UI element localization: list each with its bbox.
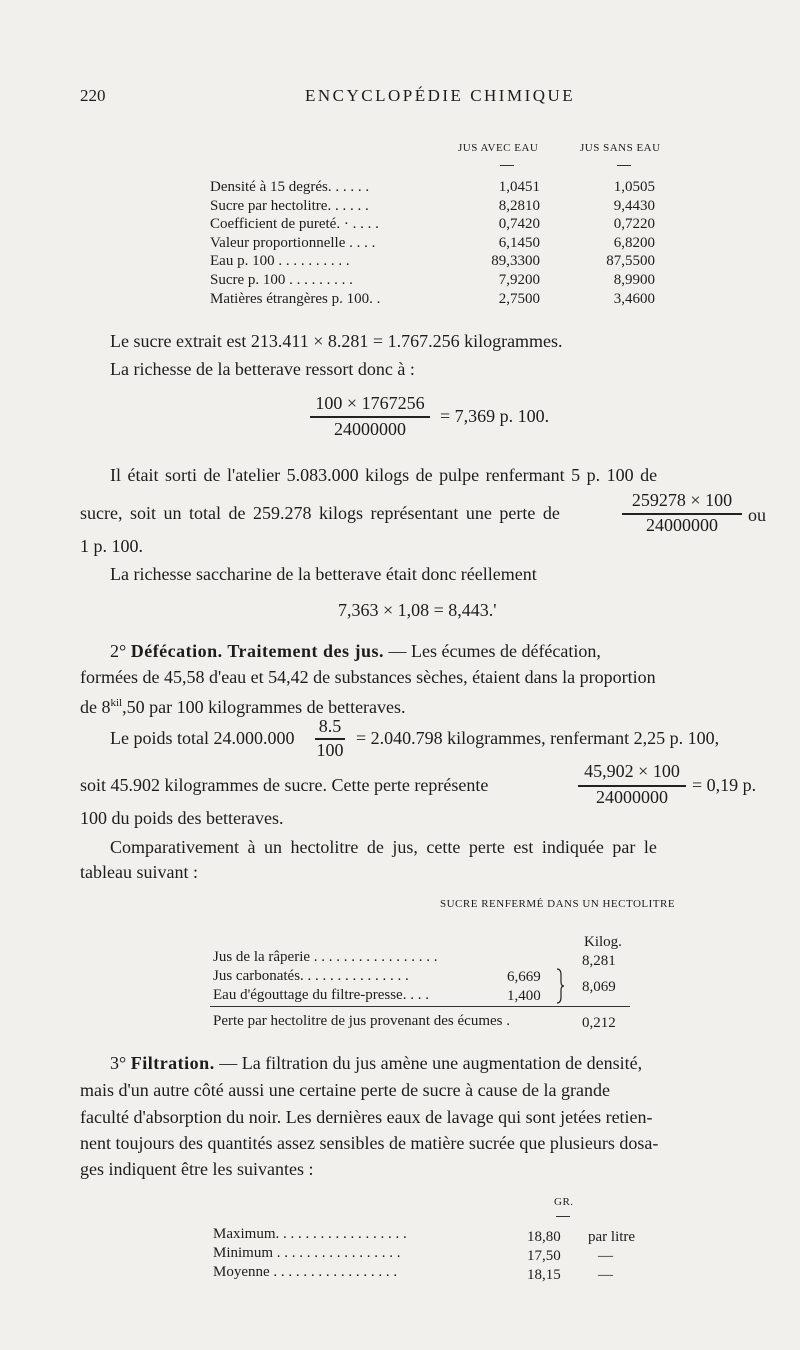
paragraph-loss-represents: soit 45.902 kilogrammes de sucre. Cette perte représente bbox=[80, 775, 489, 795]
table1-cell: 9,4430 bbox=[613, 197, 655, 214]
section3-title: Filtration. bbox=[130, 1053, 215, 1073]
table3-row-label: Maximum. . . . . . . . . . . . . . . . . . bbox=[213, 1226, 407, 1242]
running-title: ENCYCLOPÉDIE CHIMIQUE bbox=[305, 86, 576, 105]
table2-final-label: Perte par hectolitre de jus provenant des écumes . bbox=[213, 1013, 510, 1029]
section3-number: 3° bbox=[110, 1053, 127, 1073]
table3-value: 18,80 bbox=[527, 1229, 561, 1245]
table3-value: 17,50 bbox=[527, 1248, 561, 1264]
paragraph-pulp: Il était sorti de l'atelier 5.083.000 kilogs de pulpe renfermant 5 p. 100 de bbox=[110, 465, 658, 485]
fraction4-denominator: 24000000 bbox=[596, 787, 668, 807]
fraction2-numerator: 259278 × 100 bbox=[631, 490, 733, 510]
fraction1-denominator: 24000000 bbox=[334, 419, 406, 439]
table2-row-label: Eau d'égouttage du filtre-presse. . . . bbox=[213, 987, 429, 1003]
fraction1-numerator: 100 × 1767256 bbox=[315, 393, 425, 413]
section2-title: Défécation. Traitement des jus. bbox=[130, 641, 384, 661]
table2-final-value: 0,212 bbox=[582, 1015, 616, 1031]
table3-suffix: par litre bbox=[588, 1229, 636, 1245]
table1-row-label: Valeur proportionnelle . . . . bbox=[210, 234, 376, 251]
unit-superscript-kil: kil bbox=[110, 697, 123, 709]
section2-number: 2° bbox=[110, 641, 127, 661]
table1-row-label: Sucre par hectolitre. . . . . . bbox=[210, 197, 369, 214]
table1-row-label: Coefficient de pureté. · . . . . bbox=[210, 216, 379, 233]
table1-dash-2 bbox=[617, 165, 631, 166]
fraction3-denominator: 100 bbox=[316, 740, 344, 760]
table1-labels bbox=[210, 178, 380, 308]
fraction2-denominator: 24000000 bbox=[646, 515, 718, 535]
table1-row-label: Eau p. 100 . . . . . . . . . . bbox=[210, 253, 350, 270]
paragraph-real-richness: La richesse saccharine de la betterave était donc réellement bbox=[110, 564, 537, 584]
paragraph-scum-composition: formées de 45,58 d'eau et 54,42 de substances sèches, étaient dans la proportion bbox=[80, 667, 656, 687]
section2-heading bbox=[110, 638, 601, 664]
brace-icon bbox=[556, 968, 565, 1004]
fraction1-result: = 7,369 p. 100. bbox=[440, 406, 550, 426]
table1-cell: 3,4600 bbox=[613, 290, 655, 307]
table2-caption: SUCRE RENFERMÉ DANS UN HECTOLITRE bbox=[440, 898, 676, 910]
section3-heading bbox=[110, 1050, 642, 1076]
table3-dash bbox=[556, 1216, 570, 1217]
fraction3-numerator: 8.5 bbox=[318, 716, 342, 736]
table1-cell: 6,1450 bbox=[498, 234, 540, 251]
paragraph-filtration-2: faculté d'absorption du noir. Les dernières eaux de lavage qui sont jetées retien- bbox=[80, 1107, 653, 1127]
table3-unit: GR. bbox=[554, 1196, 574, 1208]
table2-unit: Kilog. bbox=[584, 934, 622, 950]
table1-cell: 1,0451 bbox=[498, 179, 540, 195]
table1-row-label: Sucre p. 100 . . . . . . . . . bbox=[210, 271, 353, 288]
paragraph-weight-of-beets: 100 du poids des betteraves. bbox=[80, 808, 284, 828]
table2-sub-value: 6,669 bbox=[507, 969, 541, 985]
table1-row-label: Densité à 15 degrés. . . . . . bbox=[210, 179, 370, 195]
paragraph-scum-proportion: de $8^{kil},50$ par 100 kilogrammes de betteraves. bbox=[80, 697, 406, 717]
table1-cell: 0,7220 bbox=[613, 216, 655, 233]
table3-value: 18,15 bbox=[527, 1267, 561, 1283]
table1-row-label: Matières étrangères p. 100. . bbox=[210, 290, 381, 307]
table2-row-label: Jus carbonatés. . . . . . . . . . . . . . . bbox=[213, 968, 409, 984]
paragraph-sugar-total: sucre, soit un total de 259.278 kilogs représentant une perte de bbox=[80, 503, 560, 523]
paragraph-following-table: tableau suivant : bbox=[80, 862, 198, 882]
table1-cell: 8,2810 bbox=[498, 197, 540, 214]
table2-divider bbox=[210, 1006, 630, 1007]
table1-cell: 2,7500 bbox=[498, 290, 540, 307]
table1-cell: 1,0505 bbox=[613, 179, 655, 195]
paragraph-total-weight: Le poids total 24.000.000 bbox=[110, 728, 295, 748]
paragraph-filtration-4: ges indiquent être les suivantes : bbox=[80, 1159, 314, 1179]
fraction4-numerator: 45,902 × 100 bbox=[584, 761, 680, 781]
table1-cell: 89,3300 bbox=[491, 253, 540, 270]
table2-brace-total: 8,069 bbox=[582, 979, 616, 995]
fraction4-result: = 0,19 p. bbox=[692, 775, 757, 795]
paragraph-ou: ou bbox=[748, 505, 766, 525]
table1-col-a bbox=[470, 178, 540, 308]
table3-suffix: — bbox=[598, 1248, 613, 1264]
table1-column-header-2: JUS SANS EAU bbox=[580, 142, 661, 154]
equation-real-richness: 7,363 × 1,08 = 8,443.' bbox=[338, 600, 497, 620]
table3-suffix: — bbox=[598, 1267, 613, 1283]
page-number: 220 bbox=[80, 86, 106, 105]
table1-cell: 7,9200 bbox=[498, 271, 540, 288]
table2-total-raperie: 8,281 bbox=[582, 953, 616, 969]
table2-sub-value: 1,400 bbox=[507, 988, 541, 1004]
paragraph-beet-richness: La richesse de la betterave ressort donc à : bbox=[110, 359, 415, 379]
table1-column-header-1: JUS AVEC EAU bbox=[458, 142, 539, 154]
paragraph-sugar-extracted: Le sucre extrait est 213.411 × 8.281 = 1.767.256 kilogrammes. bbox=[110, 331, 563, 351]
table1-cell: 6,8200 bbox=[613, 234, 655, 251]
section2-intro: — Les écumes de défécation, bbox=[388, 641, 601, 661]
paragraph-total-weight-result: = 2.040.798 kilogrammes, renfermant 2,25 p. 100, bbox=[356, 728, 720, 748]
section3-intro: — La filtration du jus amène une augmentation de densité, bbox=[219, 1053, 643, 1073]
table1-dash-1 bbox=[500, 165, 514, 166]
table3-row-label: Minimum . . . . . . . . . . . . . . . . . bbox=[213, 1245, 401, 1261]
table3-row-label: Moyenne . . . . . . . . . . . . . . . . . bbox=[213, 1264, 398, 1280]
paragraph-filtration-1: mais d'un autre côté aussi une certaine perte de sucre à cause de la grande bbox=[80, 1080, 610, 1100]
table1-cell: 87,5500 bbox=[606, 253, 655, 270]
table1-col-b bbox=[585, 178, 655, 308]
table2-row-label: Jus de la râperie . . . . . . . . . . . . . . . . . bbox=[213, 949, 438, 965]
table1-cell: 8,9900 bbox=[613, 271, 655, 288]
paragraph-comparatively: Comparativement à un hectolitre de jus, cette perte est indiquée par le bbox=[110, 837, 657, 857]
paragraph-one-percent: 1 p. 100. bbox=[80, 536, 143, 556]
paragraph-filtration-3: nent toujours des quantités assez sensibles de matière sucrée que plusieurs dosa- bbox=[80, 1133, 659, 1153]
table1-cell: 0,7420 bbox=[498, 216, 540, 233]
